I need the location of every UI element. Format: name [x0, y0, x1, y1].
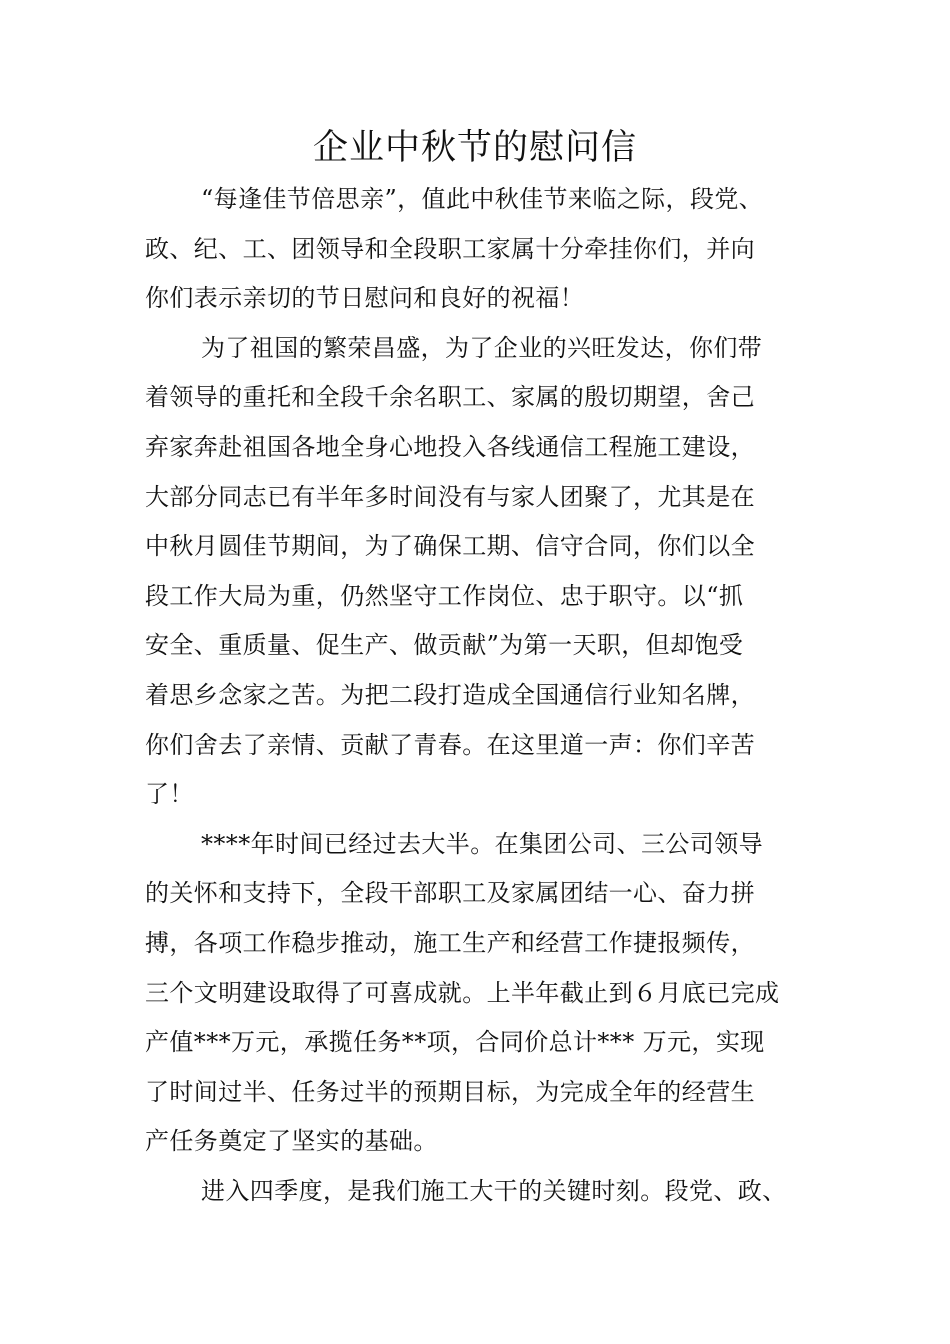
paragraph-1-line-2: 政、纪、工、团领导和全段职工家属十分牵挂你们，并向	[145, 234, 755, 263]
paragraph-3-line-3: 搏，各项工作稳步推动，施工生产和经营工作捷报频传，	[145, 928, 755, 957]
paragraph-2-line-7: 安全、重质量、促生产、做贡献”为第一天职，但却饱受	[145, 631, 744, 660]
paragraph-2-line-1: 为了祖国的繁荣昌盛，为了企业的兴旺发达，你们带	[201, 333, 763, 362]
paragraph-2-line-10: 了！	[145, 780, 194, 809]
paragraph-3-line-2: 的关怀和支持下，全段干部职工及家属团结一心、奋力拼	[145, 879, 755, 908]
letter-body	[145, 175, 835, 1216]
paragraph-3-line-7: 产任务奠定了坚实的基础。	[145, 1127, 438, 1156]
paragraph-2-line-6: 段工作大局为重，仍然坚守工作岗位、忠于职守。以“抓	[145, 581, 744, 610]
paragraph-4-line-1: 进入四季度，是我们施工大干的关键时刻。段党、政、	[201, 1176, 787, 1205]
paragraph-2-line-8: 着思乡念家之苦。为把二段打造成全国通信行业知名牌，	[145, 680, 755, 709]
paragraph-2-line-5: 中秋月圆佳节期间，为了确保工期、信守合同，你们以全	[145, 532, 755, 561]
paragraph-3-line-1: ****年时间已经过去大半。在集团公司、三公司领导	[201, 829, 763, 858]
paragraph-1-line-3: 你们表示亲切的节日慰问和良好的祝福！	[145, 284, 585, 313]
paragraph-2-line-3: 弃家奔赴祖国各地全身心地投入各线通信工程施工建设，	[145, 432, 755, 461]
paragraph-3-line-4: 三个文明建设取得了可喜成就。上半年截止到６月底已完成	[145, 978, 780, 1007]
paragraph-3-line-6: 了时间过半、任务过半的预期目标，为完成全年的经营生	[145, 1077, 755, 1106]
paragraph-2-line-2: 着领导的重托和全段千余名职工、家属的殷切期望，舍己	[145, 383, 755, 412]
paragraph-3-line-5: 产值***万元，承揽任务**项，合同价总计*** 万元，实现	[145, 1028, 765, 1057]
paragraph-1-line-1: “每逢佳节倍思亲”，值此中秋佳节来临之际，段党、	[201, 185, 764, 213]
document-title: 企业中秋节的慰问信	[312, 128, 637, 168]
paragraph-2-line-9: 你们舍去了亲情、贡献了青春。在这里道一声：你们辛苦	[145, 730, 755, 759]
paragraph-2-line-4: 大部分同志已有半年多时间没有与家人团聚了，尤其是在	[145, 482, 755, 511]
